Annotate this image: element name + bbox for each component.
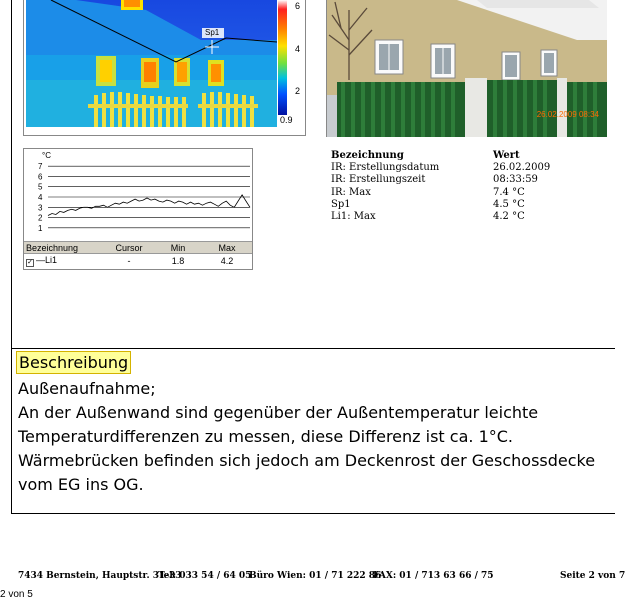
info-value: 08:33:59	[493, 174, 538, 186]
description-line: vom EG ins OG.	[18, 475, 144, 494]
house-photo	[326, 0, 606, 137]
line-profile-chart	[23, 148, 253, 270]
col-bezeichnung: Bezeichnung	[26, 242, 79, 253]
table-row	[331, 187, 593, 199]
description-line: Außenaufnahme;	[18, 379, 156, 398]
thermal-image	[26, 0, 277, 127]
scale-label-min: 0.9	[280, 115, 293, 125]
footer-fax: FAX: 01 / 713 63 66 / 75	[373, 571, 494, 581]
thermal-image-panel	[23, 0, 306, 136]
chart-table-header	[24, 241, 252, 254]
page-count: 2 von 5	[0, 589, 33, 600]
info-header-key: Bezeichnung	[331, 150, 404, 161]
y-tick-label: 5	[38, 182, 43, 192]
y-tick-label: 7	[38, 162, 43, 172]
photo-timestamp: 26.02.2009 08:34	[536, 110, 599, 119]
info-key: Sp1	[331, 198, 351, 210]
cursor-value: -	[127, 256, 131, 266]
y-tick-label: 3	[38, 203, 43, 213]
description-line: Temperaturdifferenzen zu messen, diese Differenz ist ca. 1°C.	[18, 427, 513, 446]
y-tick-label: 6	[38, 172, 43, 182]
spot-label: Sp1	[205, 28, 220, 37]
footer-page: Seite 2 von 7	[560, 571, 625, 581]
col-max: Max	[218, 242, 236, 253]
y-tick-label: 4	[38, 193, 43, 202]
info-header	[331, 150, 593, 162]
y-tick-label: 2	[38, 213, 43, 223]
col-cursor: Cursor	[115, 242, 143, 253]
temperature-scale-bar	[278, 0, 287, 115]
series-name: Li1	[45, 255, 58, 265]
series-cell: ✓ —Li1	[27, 255, 58, 266]
min-value: 1.8	[171, 256, 185, 266]
max-value: 4.2	[220, 256, 234, 266]
description-line: Wärmebrücken befinden sich jedoch am Deckenrost der Geschossdecke	[18, 451, 596, 470]
y-tick-label: 1	[38, 223, 43, 233]
scale-label-4: 4	[295, 44, 301, 54]
table-row	[331, 199, 593, 211]
info-key: IR: Erstellungszeit	[331, 174, 426, 186]
table-row	[331, 162, 593, 174]
footer-office: Büro Wien: 01 / 71 222 86	[249, 571, 382, 581]
info-value: 4.2 °C	[493, 211, 525, 223]
table-row	[331, 174, 593, 186]
description-text	[18, 377, 613, 497]
info-value: 26.02.2009	[493, 162, 551, 174]
info-key: IR: Max	[331, 186, 371, 198]
table-row	[331, 211, 593, 223]
col-min: Min	[170, 242, 186, 253]
series-checkbox[interactable]: ✓	[27, 259, 33, 266]
info-key: IR: Erstellungsdatum	[331, 162, 440, 174]
scale-label-2: 2	[295, 86, 301, 96]
chart-legend-table	[24, 241, 252, 268]
info-header-value: Wert	[493, 150, 520, 161]
scale-label-6: 6	[295, 1, 301, 11]
y-axis-label: °C	[42, 151, 51, 160]
footer-tel: Tel: 033 54 / 64 05	[158, 571, 252, 581]
measurement-info-table	[331, 150, 593, 223]
description-title: Beschreibung	[16, 351, 131, 374]
table-row	[24, 254, 252, 268]
description-line: An der Außenwand sind gegenüber der Außentemperatur leichte	[18, 403, 539, 422]
series-line-li1	[48, 195, 250, 216]
info-value: 7.4 °C	[493, 186, 525, 198]
info-value: 4.5 °C	[493, 198, 525, 210]
info-key: Li1: Max	[331, 211, 376, 223]
footer-address: 7434 Bernstein, Hauptstr. 31-33	[18, 571, 182, 581]
chart-plot	[24, 149, 252, 241]
